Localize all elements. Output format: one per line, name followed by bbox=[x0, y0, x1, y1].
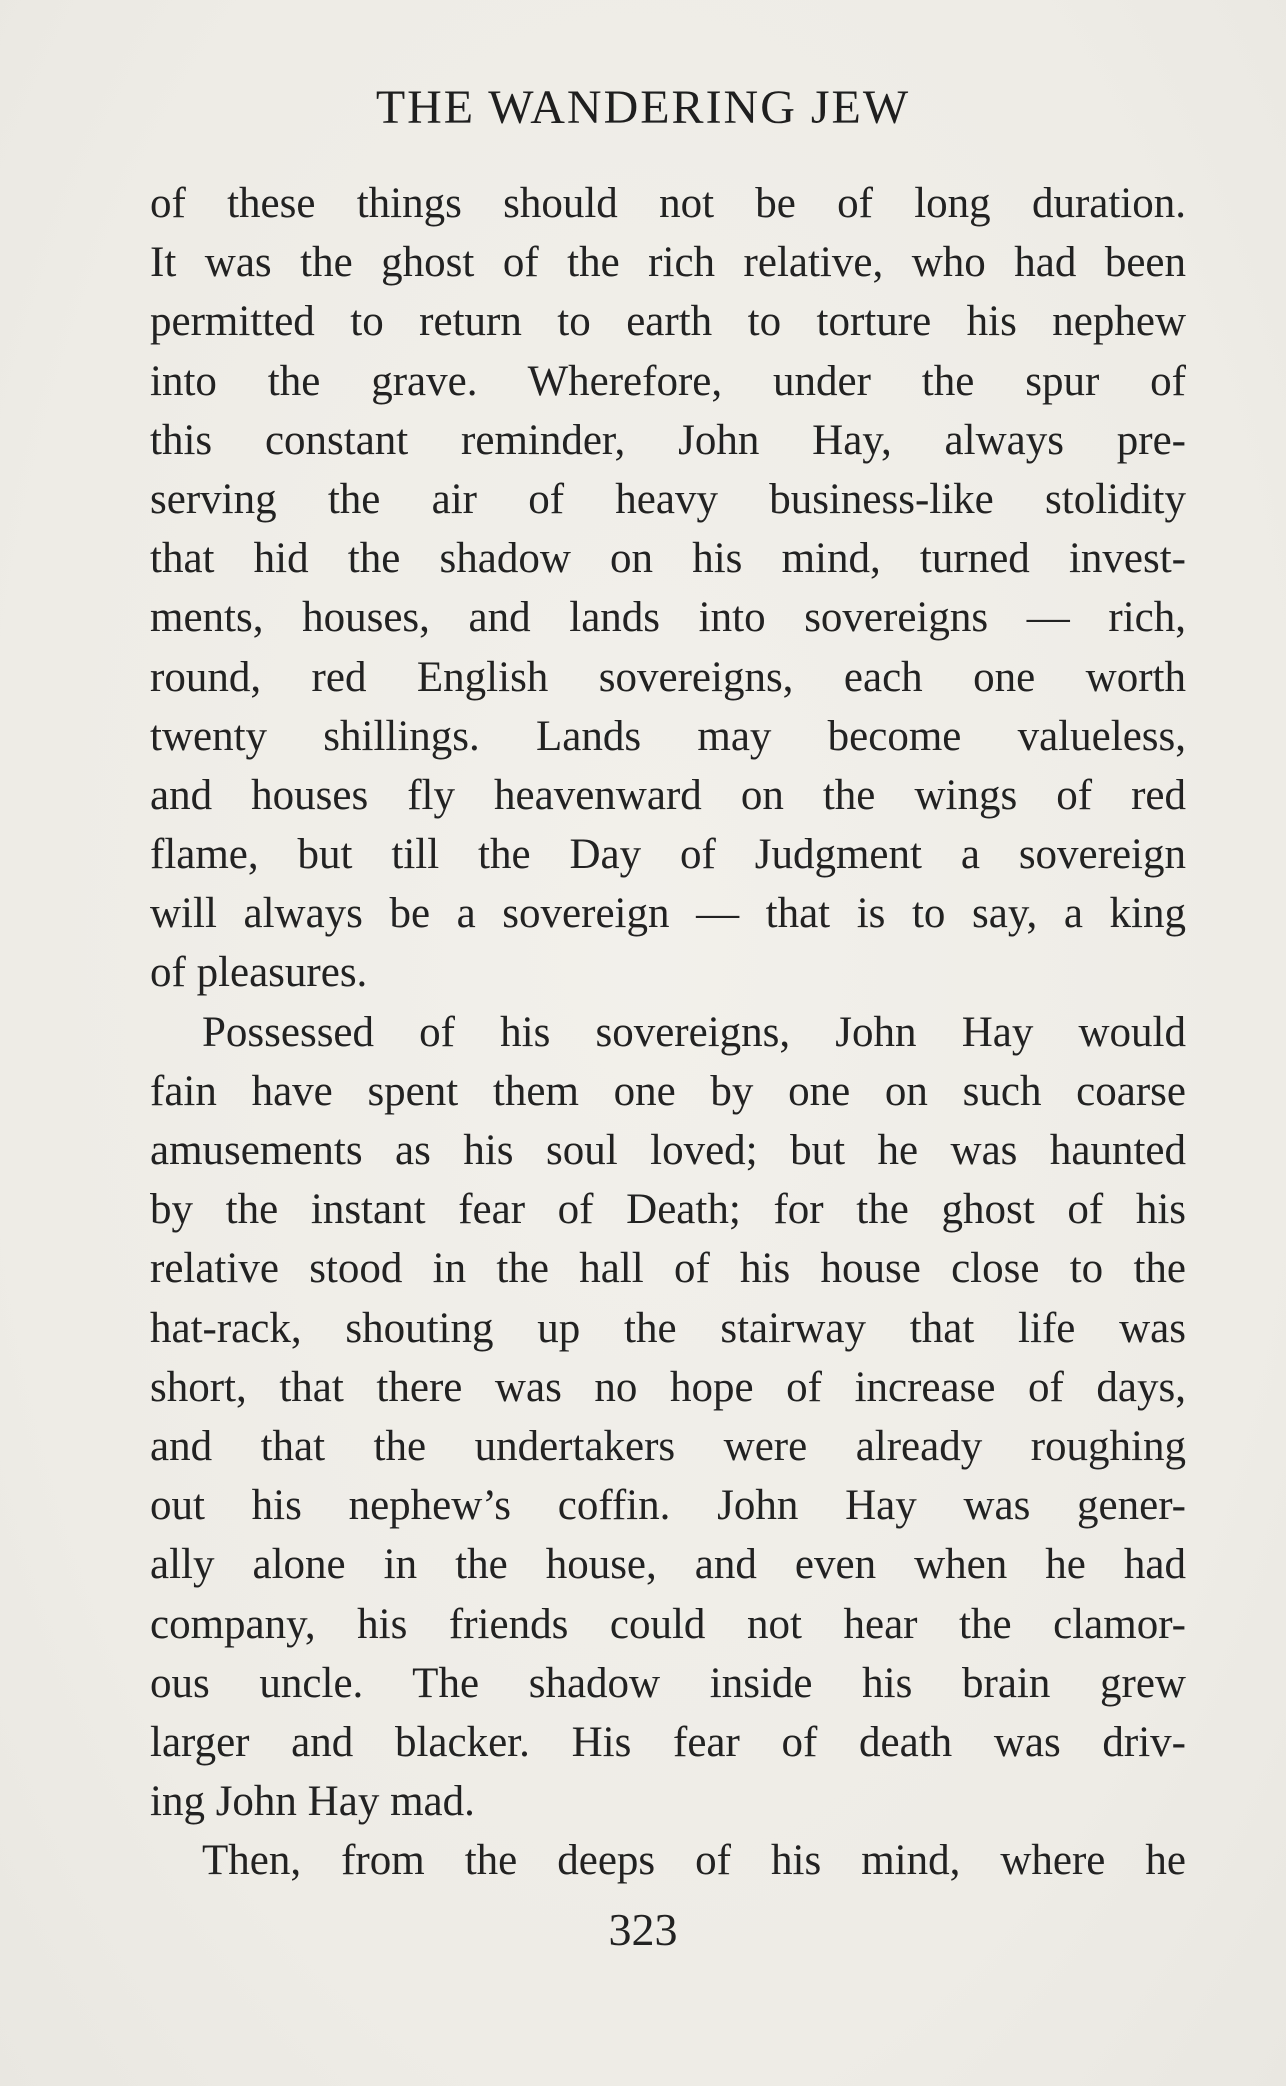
text-line: short, that there was no hope of increase of days, bbox=[150, 1363, 1186, 1411]
text-line: of these things should not be of long duration. bbox=[150, 180, 1186, 227]
text-line: round, red English sovereigns, each one worth bbox=[150, 653, 1186, 701]
paragraph-start-line: Then, from the deeps of his mind, where he bbox=[202, 1837, 1186, 1885]
text-line: ing John Hay mad. bbox=[150, 1778, 475, 1826]
paragraph-start-line: Possessed of his sovereigns, John Hay would bbox=[202, 1008, 1186, 1056]
text-line: hat-rack, shouting up the stairway that life was bbox=[150, 1304, 1186, 1352]
text-line: relative stood in the hall of his house close to the bbox=[150, 1245, 1186, 1293]
text-line: this constant reminder, John Hay, always pre- bbox=[150, 416, 1186, 464]
text-line: serving the air of heavy business-like stolidity bbox=[150, 475, 1186, 523]
text-line: permitted to return to earth to torture his nephew bbox=[150, 298, 1186, 346]
text-line: out his nephew’s coffin. John Hay was gener- bbox=[150, 1482, 1186, 1530]
page-number: 323 bbox=[608, 1904, 678, 1955]
text-line: company, his friends could not hear the clamor- bbox=[150, 1600, 1186, 1648]
text-line: by the instant fear of Death; for the ghost of his bbox=[150, 1186, 1186, 1234]
text-line: and that the undertakers were already roughing bbox=[150, 1422, 1186, 1470]
text-line: ments, houses, and lands into sovereigns — rich, bbox=[150, 594, 1186, 642]
text-line: It was the ghost of the rich relative, who had been bbox=[150, 239, 1186, 287]
text-line: that hid the shadow on his mind, turned invest- bbox=[150, 535, 1186, 583]
text-line: twenty shillings. Lands may become valueless, bbox=[150, 712, 1186, 760]
text-line: ous uncle. The shadow inside his brain grew bbox=[150, 1659, 1186, 1707]
text-line: amusements as his soul loved; but he was haunted bbox=[150, 1127, 1186, 1174]
text-line: and houses fly heavenward on the wings of red bbox=[150, 771, 1186, 819]
body-text bbox=[150, 174, 1186, 1890]
text-line: of pleasures. bbox=[150, 949, 368, 997]
text-line: larger and blacker. His fear of death was driv- bbox=[150, 1718, 1186, 1766]
text-line: into the grave. Wherefore, under the spur of bbox=[150, 357, 1186, 405]
text-line: ally alone in the house, and even when he had bbox=[150, 1541, 1186, 1589]
running-head: THE WANDERING JEW bbox=[375, 81, 911, 134]
text-line: will always be a sovereign — that is to say, a king bbox=[150, 890, 1186, 938]
text-line: flame, but till the Day of Judgment a sovereign bbox=[150, 831, 1186, 879]
text-line: fain have spent them one by one on such coarse bbox=[150, 1067, 1186, 1115]
